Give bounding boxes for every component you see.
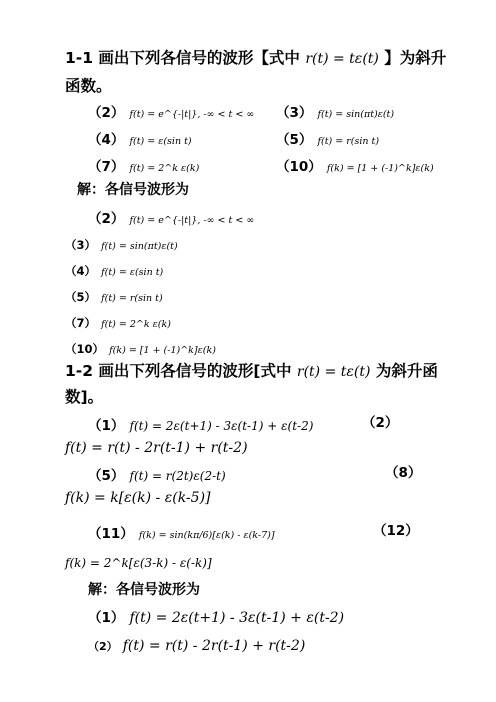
s1-answer-10-formula: f(k) = [1 + (-1)^k]ε(k) bbox=[109, 345, 216, 356]
section-1-1-title-a: 1-1 画出下列各信号的波形【式中 bbox=[65, 49, 300, 67]
s1-answer-5-formula: f(t) = r(sin t) bbox=[101, 293, 163, 304]
s1-problem-10-label: （10） bbox=[276, 159, 322, 175]
s2-problem-2-formula: f(t) = r(t) - 2r(t-1) + r(t-2) bbox=[65, 440, 248, 456]
section-1-1-title-formula: r(t) = tε(t) bbox=[305, 51, 379, 67]
section-1-2-title-formula: r(t) = tε(t) bbox=[296, 364, 371, 380]
s1-problem-4-formula: f(t) = ε(sin t) bbox=[129, 136, 192, 147]
s1-answer-5 bbox=[65, 288, 163, 304]
s1-problem-5-formula: f(t) = r(sin t) bbox=[317, 136, 380, 147]
section-1-2-title-line2: 数]。 bbox=[65, 388, 104, 406]
s1-problem-2-formula: f(t) = e^{-|t|}, -∞ < t < ∞ bbox=[129, 109, 255, 120]
s1-answer-2-label: （2） bbox=[88, 211, 125, 227]
s1-solution-heading: 解：各信号波形为 bbox=[77, 182, 189, 198]
s1-problem-10-formula: f(k) = [1 + (-1)^k]ε(k) bbox=[326, 163, 434, 174]
s2-answer-1-formula: f(t) = 2ε(t+1) - 3ε(t-1) + ε(t-2) bbox=[129, 610, 345, 626]
section-1-2-title-line1 bbox=[65, 364, 438, 380]
s2-problem-12-label: （12） bbox=[373, 523, 419, 539]
s1-problem-3-label: （3） bbox=[276, 105, 313, 121]
s1-problem-7-label: （7） bbox=[88, 159, 125, 175]
s2-problem-1-label: （1） bbox=[88, 418, 125, 434]
s1-problem-10 bbox=[276, 158, 434, 175]
s1-problem-7 bbox=[88, 158, 199, 175]
s1-answer-10-label: （10） bbox=[65, 342, 105, 356]
s2-problem-5 bbox=[88, 467, 226, 484]
s1-problem-3-formula: f(t) = sin(πt)ε(t) bbox=[317, 109, 395, 120]
s1-answer-3-label: （3） bbox=[65, 238, 97, 252]
s2-problem-1-formula: f(t) = 2ε(t+1) - 3ε(t-1) + ε(t-2) bbox=[129, 419, 314, 433]
s1-answer-4-formula: f(t) = ε(sin t) bbox=[101, 267, 164, 278]
s1-answer-7-label: （7） bbox=[65, 316, 97, 330]
s1-problem-4 bbox=[88, 131, 192, 148]
s1-problem-5 bbox=[276, 131, 379, 148]
s2-solution-heading: 解：各信号波形为 bbox=[88, 582, 200, 598]
s2-answer-2-label: （2） bbox=[88, 640, 118, 653]
s1-problem-3 bbox=[276, 104, 394, 121]
s1-problem-2 bbox=[88, 104, 254, 121]
s1-answer-10 bbox=[65, 340, 216, 356]
s1-problem-4-label: （4） bbox=[88, 132, 125, 148]
s2-problem-8-label: （8） bbox=[385, 465, 422, 481]
section-1-1-title-b: 】为斜升 bbox=[384, 49, 447, 67]
s1-answer-3 bbox=[65, 236, 178, 252]
s1-answer-3-formula: f(t) = sin(πt)ε(t) bbox=[101, 241, 178, 252]
section-1-2-title-b: 为斜升函 bbox=[375, 362, 438, 380]
s1-answer-2-formula: f(t) = e^{-|t|}, -∞ < t < ∞ bbox=[129, 215, 255, 226]
s2-problem-1 bbox=[88, 417, 313, 434]
s2-problem-5-formula: f(t) = r(2t)ε(2-t) bbox=[129, 469, 226, 483]
s2-problem-8-formula: f(k) = k[ε(k) - ε(k-5)] bbox=[65, 490, 211, 506]
s2-problem-11-formula: f(k) = sin(kπ/6)[ε(k) - ε(k-7)] bbox=[138, 530, 275, 541]
s2-problem-11 bbox=[88, 525, 275, 542]
s2-problem-12-formula: f(k) = 2^k[ε(3-k) - ε(-k)] bbox=[65, 556, 212, 570]
s2-answer-2 bbox=[88, 637, 305, 653]
section-1-2-title-a: 1-2 画出下列各信号的波形[式中 bbox=[65, 362, 292, 380]
s1-answer-4-label: （4） bbox=[65, 264, 97, 278]
s2-answer-1-label: （1） bbox=[88, 610, 125, 626]
s2-problem-2-label: （2） bbox=[362, 415, 399, 431]
s1-answer-2 bbox=[88, 210, 254, 227]
s1-answer-7-formula: f(t) = 2^k ε(k) bbox=[101, 319, 171, 330]
s2-problem-5-label: （5） bbox=[88, 468, 125, 484]
s2-answer-2-formula: f(t) = r(t) - 2r(t-1) + r(t-2) bbox=[122, 638, 306, 654]
s1-answer-4 bbox=[65, 262, 163, 278]
s2-problem-11-label: （11） bbox=[88, 526, 134, 542]
s1-problem-5-label: （5） bbox=[276, 132, 313, 148]
s1-answer-7 bbox=[65, 314, 171, 330]
s1-problem-7-formula: f(t) = 2^k ε(k) bbox=[129, 163, 200, 174]
s1-answer-5-label: （5） bbox=[65, 290, 97, 304]
section-1-1-title-line2: 函数。 bbox=[65, 77, 112, 95]
s2-answer-1 bbox=[88, 609, 344, 626]
section-1-1-title-line1 bbox=[65, 51, 446, 67]
s1-problem-2-label: （2） bbox=[88, 105, 125, 121]
